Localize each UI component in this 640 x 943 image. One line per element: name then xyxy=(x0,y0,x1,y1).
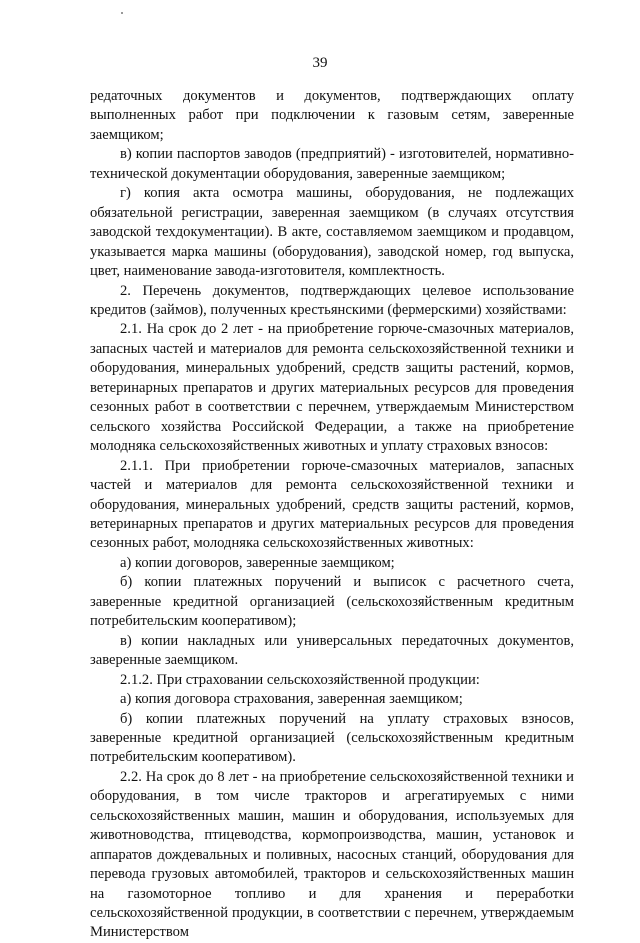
paragraph-item-a: а) копии договоров, заверенные заемщиком; xyxy=(120,554,395,571)
paragraph-section-2-1-2: 2.1.2. При страховании сельскохозяйственной продукции: xyxy=(120,671,480,688)
paragraph-continuation: редаточных документов и документов, подтверждающих оплату выполненных работ при подключении к газовым сетям, заверенные заемщиком; xyxy=(90,88,574,143)
scan-speck xyxy=(121,12,123,14)
page-number: 39 xyxy=(312,55,328,71)
paragraph-section-2: 2. Перечень документов, подтверждающих целевое использование кредитов (займов), полученных крестьянскими (фермерскими) хозяйствами: xyxy=(90,282,574,318)
paragraph-item-a: а) копия договора страхования, заверенная заемщиком; xyxy=(120,691,463,708)
paragraph-section-2-1-1: 2.1.1. При приобретении горюче-смазочных материалов, запасных частей и материалов для ремонта сельскохозяйственной техники и оборудования, минеральных удобрений, средств защиты растений, кормов, ветеринарных препаратов и других материальных ресурсов для проведения сезонных работ, молодняка сельскохозяйственных животных: xyxy=(90,457,574,552)
paragraph-item-b: б) копии платежных поручений и выписок с расчетного счета, заверенные кредитной организацией (сельскохозяйственным кредитным потребительским кооперативом); xyxy=(90,574,574,630)
paragraph-item-v: в) копии накладных или универсальных передаточных документов, заверенные заемщиком. xyxy=(90,632,574,669)
paragraph-item-g: г) копия акта осмотра машины, оборудования, не подлежащих обязательной регистрации, заверенная заемщиком (в случаях отсутствия заводской техдокументации). В акте, составляемом заемщиком и продавцом, указывается марка машины (оборудования), заводской номер, год выпуска, цвет, наименование завода-изготовителя, комплектность. xyxy=(90,185,574,280)
document-body xyxy=(90,87,574,943)
paragraph-section-2-1: 2.1. На срок до 2 лет - на приобретение горюче-смазочных материалов, запасных частей и материалов для ремонта сельскохозяйственной техники и оборудования, минеральных удобрений, средств защиты растений, кормов, ветеринарных препаратов и других материальных ресурсов для проведения сезонных работ в соответствии с перечнем, утверждаемым Министерством сельского хозяйства Российской Федерации, а также на приобретение молодняка сельскохозяйственных животных и уплату страховых взносов: xyxy=(90,321,574,455)
paragraph-item-v: в) копии паспортов заводов (предприятий) - изготовителей, нормативно-технической документации оборудования, заверенные заемщиком; xyxy=(90,146,574,182)
paragraph-item-b: б) копии платежных поручений на уплату страховых взносов, заверенные кредитной организацией (сельскохозяйственным кредитным потребительским кооперативом). xyxy=(90,710,574,766)
paragraph-section-2-2: 2.2. На срок до 8 лет - на приобретение сельскохозяйственной техники и оборудования, в том числе тракторов и агрегатируемых с ними сельскохозяйственных машин, машин и оборудования, используемых для животноводства, птицеводства, кормопроизводства, машин, установок и аппаратов дождевальных и поливных, насосных станций, оборудования для перевода грузовых автомобилей, тракторов и сельскохозяйственных машин на газомоторное топливо и для хранения и переработки сельскохозяйственной продукции, в соответствии с перечнем, утверждаемым Министерством xyxy=(90,768,574,941)
